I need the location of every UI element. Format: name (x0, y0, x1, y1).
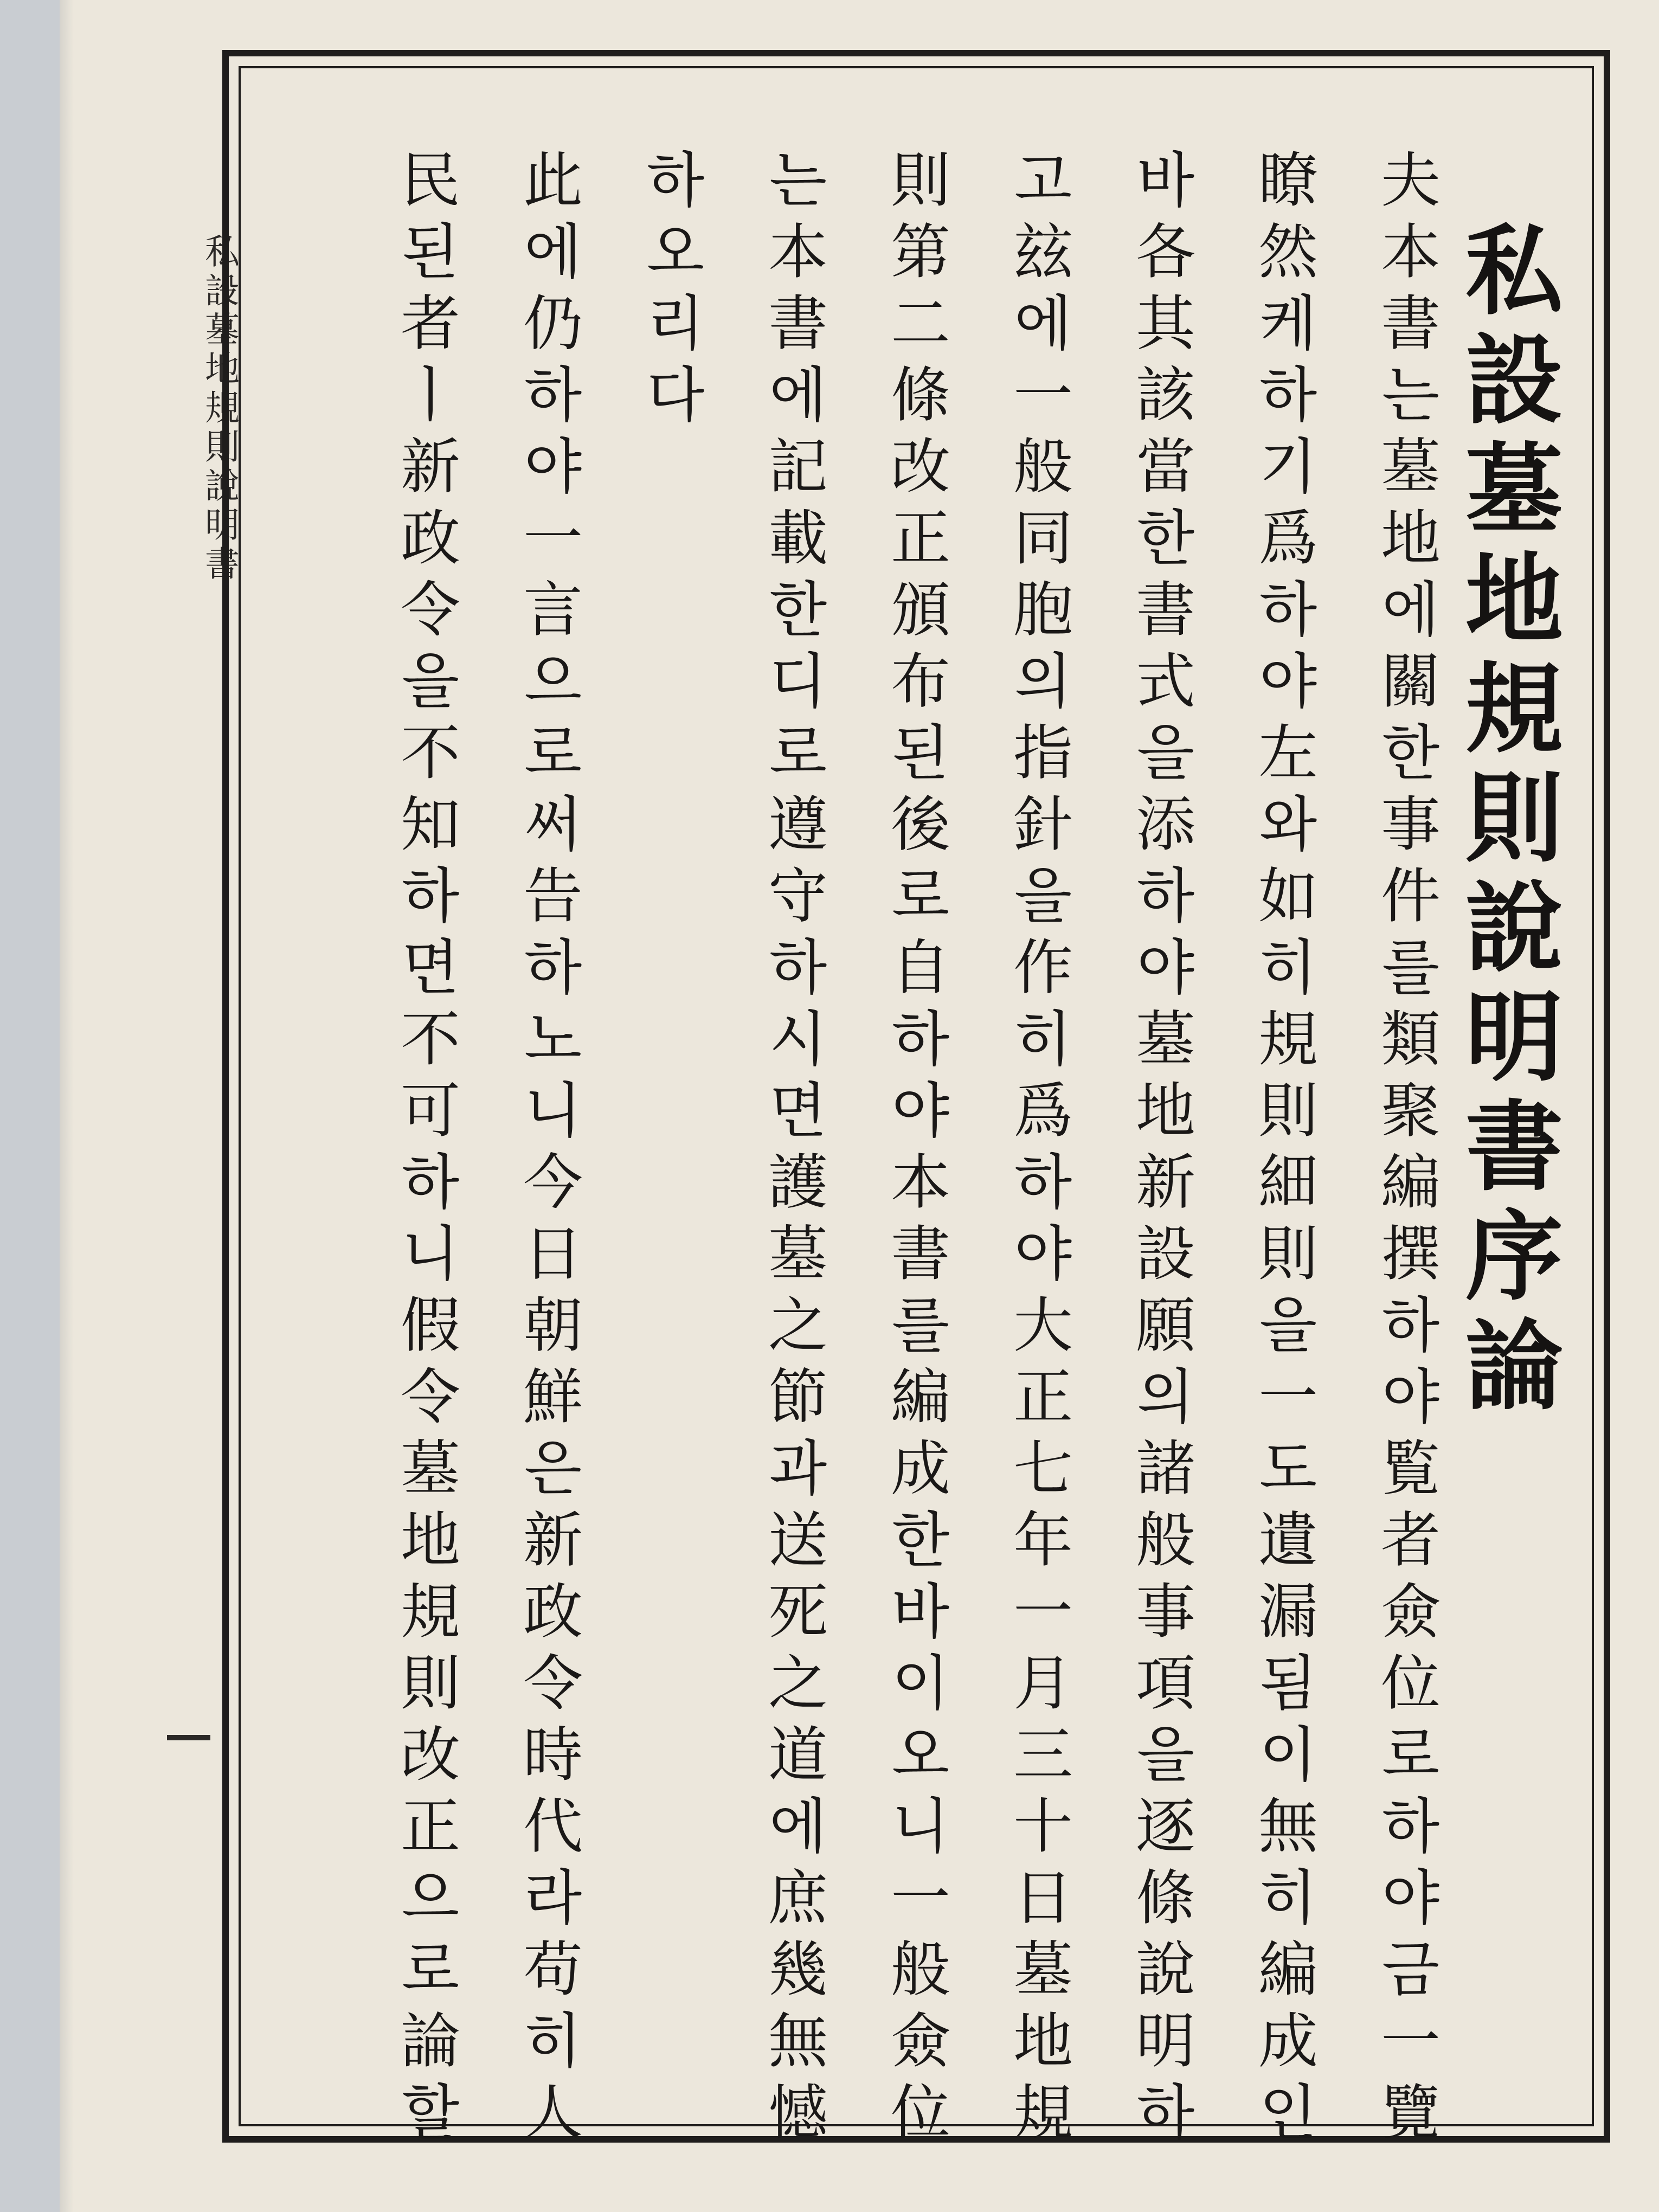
page-number-mark (167, 1735, 210, 1740)
text-column: 瞭然케하기爲하야左와如히規則細則을一도遺漏됨이無히編成인 (1249, 149, 1318, 2152)
page-title: 私設墓地規則說明書序論 (1449, 219, 1564, 1424)
text-column: 則第二條改正頒布된後로自하야本書를編成한바이오니一般僉位 (881, 149, 950, 2152)
text-column: 民된者ㅣ新政令을不知하면不可하니假令墓地規則改正으로論할 (391, 149, 460, 2152)
text-column: 는本書에記載한디로遵守하시면護墓之節과送死之道에庶幾無憾 (758, 149, 828, 2152)
book-page (60, 0, 1659, 2212)
running-head: 私設墓地規則說明書 (199, 233, 239, 584)
text-column: 고玆에一般同胞의指針을作히爲하야大正七年一月三十日墓地規 (1004, 149, 1073, 2152)
text-frame (222, 50, 1610, 2152)
text-column: 바各其該當한書式을添하야墓地新設願의諸般事項을逐條說明하 (1126, 149, 1195, 2152)
text-column: 夫本書는墓地에關한事件를類聚編撰하야覧者僉位로하야금一覽 (1371, 149, 1441, 2152)
text-column: 하오리다 (636, 149, 705, 435)
text-column: 此에仍하야一言으로써告하노니今日朝鮮은新政令時代라苟히人 (513, 149, 583, 2152)
text-area (294, 78, 1564, 2152)
